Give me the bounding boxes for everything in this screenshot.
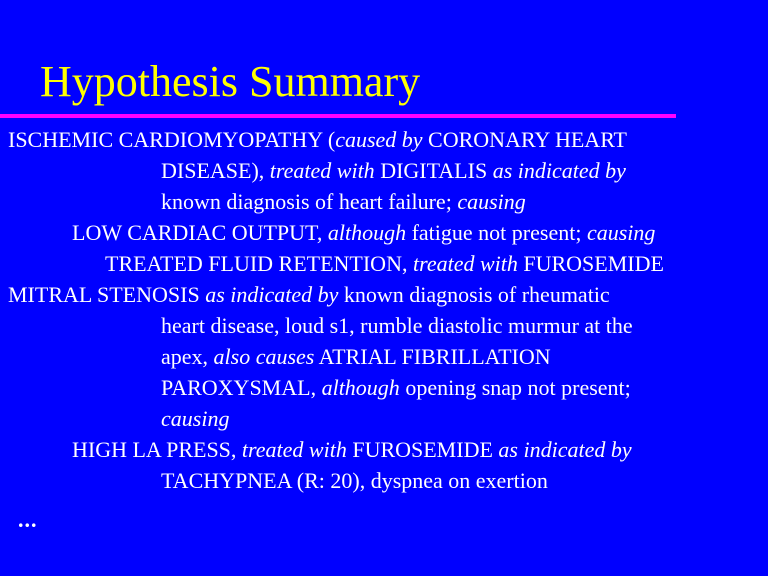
italic-connector: causing [457, 189, 526, 214]
italic-connector: as indicated by [498, 437, 632, 462]
italic-connector: as indicated by [492, 158, 626, 183]
text-segment: opening snap not present; [399, 375, 631, 400]
italic-connector: also causes [213, 344, 315, 369]
text-line [161, 156, 626, 187]
text-segment: known diagnosis of heart failure; [161, 189, 458, 214]
text-line [161, 311, 633, 342]
text-line [8, 280, 610, 311]
text-line [161, 404, 229, 435]
text-segment: LOW CARDIAC OUTPUT, [72, 220, 328, 245]
italic-connector: treated with [412, 251, 518, 276]
text-line [161, 466, 548, 497]
italic-connector: although [321, 375, 400, 400]
text-segment: TREATED FLUID RETENTION, [105, 251, 413, 276]
text-segment: TACHYPNEA (R: 20), dyspnea on exertion [161, 468, 548, 493]
text-segment: FUROSEMIDE [346, 437, 499, 462]
text-line [72, 435, 632, 466]
italic-connector: treated with [241, 437, 347, 462]
text-segment: fatigue not present; [406, 220, 587, 245]
italic-connector: causing [161, 406, 230, 431]
italic-connector: although [327, 220, 407, 245]
italic-connector: as indicated by [205, 282, 339, 307]
text-line [161, 342, 551, 373]
text-segment: known diagnosis of rheumatic [338, 282, 610, 307]
text-segment: PAROXYSMAL, [161, 375, 322, 400]
italic-connector: caused by [335, 127, 423, 152]
italic-connector: treated with [269, 158, 375, 183]
title-underline [0, 114, 676, 118]
text-segment: MITRAL STENOSIS [8, 282, 206, 307]
text-segment: CORONARY HEART [422, 127, 627, 152]
text-line [8, 125, 627, 156]
text-segment: apex, [161, 344, 214, 369]
italic-connector: causing [586, 220, 656, 245]
text-line [105, 249, 664, 280]
text-segment: heart disease, loud s1, rumble diastolic murmur at the [161, 313, 633, 338]
text-segment: HIGH LA PRESS, [72, 437, 242, 462]
text-segment: DISEASE), [161, 158, 270, 183]
continuation-ellipsis: ... [18, 507, 38, 532]
slide-title: Hypothesis Summary [40, 57, 421, 106]
text-segment: ATRIAL FIBRILLATION [314, 344, 551, 369]
text-segment: ISCHEMIC CARDIOMYOPATHY ( [8, 127, 336, 152]
text-line [72, 218, 655, 249]
text-line [161, 373, 631, 404]
text-segment: FUROSEMIDE [517, 251, 664, 276]
text-segment: DIGITALIS [374, 158, 493, 183]
text-line [161, 187, 526, 218]
